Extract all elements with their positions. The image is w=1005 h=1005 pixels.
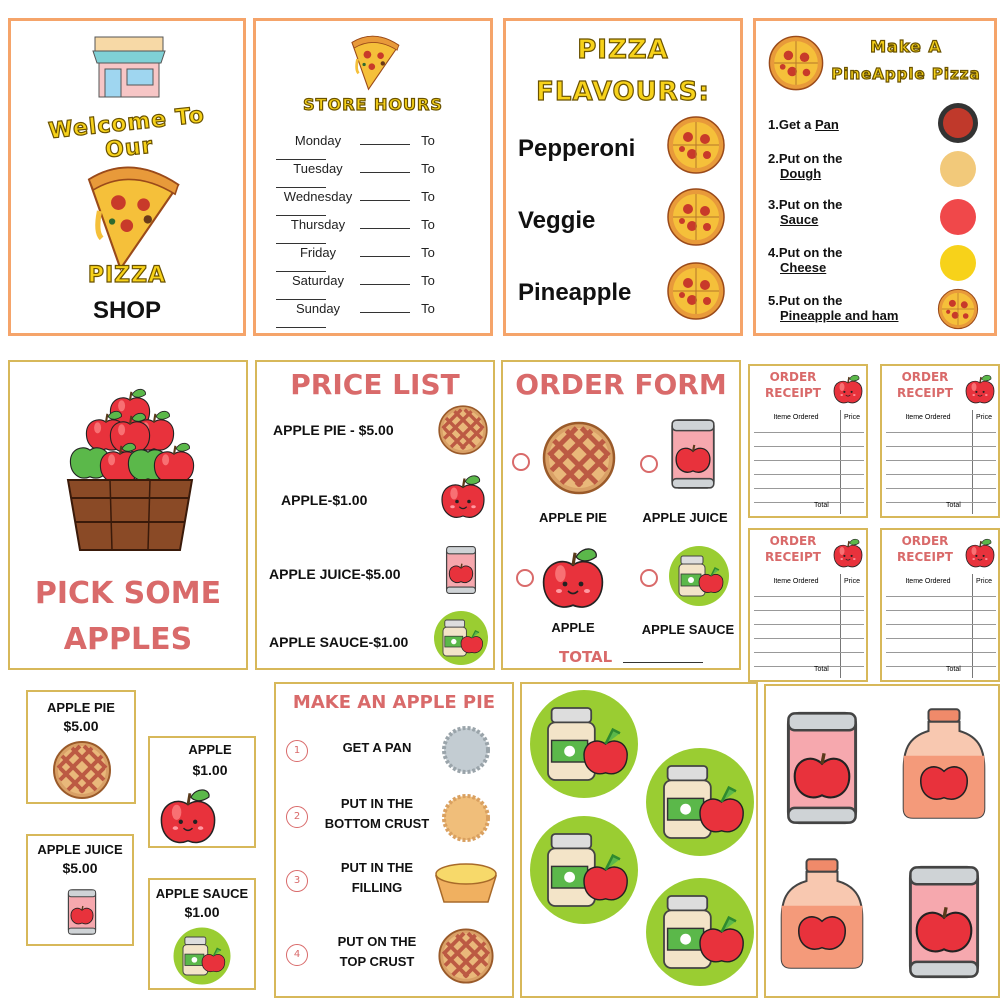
apple-juice-cards [764,684,1000,998]
receipt-title-1: ORDER [769,534,817,548]
step-line-1: PUT IN THE [340,796,414,811]
flavour-pizza-images [662,113,732,333]
receipt-line[interactable] [886,502,996,503]
step-item: Cheese [780,260,827,275]
receipt-line[interactable] [886,666,996,667]
open-time-line[interactable] [360,312,410,313]
hours-row [276,301,486,331]
welcome-poster [8,18,246,336]
order-form-poster [501,360,741,670]
store-icon [89,31,169,101]
day-label: Saturday [291,273,345,288]
pie-step-images [432,724,502,994]
order-total-label: TOTAL [559,648,613,666]
tag-apple-pie-name: APPLE PIE [47,700,115,715]
order-receipt [748,364,868,518]
welcome-line1: Welcome To Our [47,102,206,164]
tag-apple-price: $1.00 [192,762,228,778]
step-number: 1 [286,740,308,762]
receipt-title-1: ORDER [901,534,949,548]
apple-icon [830,532,866,568]
to-label: To [421,245,435,260]
open-time-line[interactable] [360,228,410,229]
open-time-line[interactable] [360,200,410,201]
receipt-divider [840,574,841,678]
store-hours-poster [253,18,493,336]
step-line-2: FILLING [351,880,403,895]
day-label: Tuesday [293,161,343,176]
radio-apple[interactable] [517,570,533,586]
hours-row [276,161,486,191]
receipt-line[interactable] [886,638,996,639]
order-apple-label: APPLE [551,620,595,635]
to-label: To [421,301,435,316]
pick-line2: APPLES [63,622,193,657]
pizza-slice-icon [344,25,404,95]
receipt-line[interactable] [754,610,864,611]
tag-apple-juice-name: APPLE JUICE [37,842,123,857]
receipt-col-items: Iteme Ordered [905,414,951,421]
flavour-veggie: Veggie [518,207,596,234]
receipt-line[interactable] [754,502,864,503]
open-time-line[interactable] [360,144,410,145]
pizza-step [768,197,842,227]
day-label: Sunday [295,301,341,316]
make-apple-pie-poster [274,682,514,998]
to-label: To [421,217,435,232]
price-apple-sauce: APPLE SAUCE-$1.00 [269,634,409,650]
tag-apple-sauce-price: $1.00 [184,904,220,920]
receipt-col-price: Price [844,578,860,585]
tag-apple-sauce [148,878,256,990]
step-line-1: PUT IN THE [340,860,414,875]
pick-line1: PICK SOME [34,576,222,611]
receipt-line[interactable] [754,652,864,653]
receipt-line[interactable] [886,488,996,489]
tag-apple-juice [26,834,134,946]
step-number: 3 [286,870,308,892]
pizza-step [768,151,842,181]
apple-juice-images [766,686,1000,998]
receipt-title-2: RECEIPT [897,386,953,400]
price-apple-pie: APPLE PIE - $5.00 [273,422,394,438]
price-list-title: PRICE LIST [290,368,460,401]
receipt-title-2: RECEIPT [765,386,821,400]
apple-sauce-cards [520,682,758,998]
step-number: 4 [286,944,308,966]
step-text: 2.Put on the [768,151,843,166]
receipt-line[interactable] [886,446,996,447]
close-time-line[interactable] [276,187,326,188]
price-list-poster [255,360,495,670]
tag-apple-pie-price: $5.00 [63,718,99,734]
apple-icon [830,368,866,404]
order-receipt [748,528,868,682]
receipt-divider [972,574,973,678]
tag-apple-name: APPLE [188,742,232,757]
make-pizza-title-1: Make A [870,37,942,56]
price-apple-juice: APPLE JUICE-$5.00 [269,566,401,582]
receipt-col-items: Iteme Ordered [905,578,951,585]
pizza-step [768,245,842,275]
receipt-line[interactable] [754,474,864,475]
receipt-line[interactable] [886,460,996,461]
flavours-poster [503,18,743,336]
step-line-2: BOTTOM CRUST [324,816,430,831]
pizza-step-images [932,103,992,335]
receipt-title-1: ORDER [901,370,949,384]
receipt-line[interactable] [886,432,996,433]
tag-apple-pie [26,690,136,804]
receipt-line[interactable] [754,488,864,489]
radio-apple-juice[interactable] [641,456,657,472]
step-line-1: GET A PAN [342,740,412,755]
receipt-total: Total [814,502,829,509]
hours-row [276,245,486,275]
close-time-line[interactable] [276,271,326,272]
receipt-line[interactable] [754,460,864,461]
receipt-total: Total [946,666,961,673]
receipt-col-items: Iteme Ordered [773,578,819,585]
receipt-divider [972,410,973,514]
close-time-line[interactable] [276,215,326,216]
receipt-col-items: Iteme Ordered [773,414,819,421]
open-time-line[interactable] [360,172,410,173]
day-label: Wednesday [283,189,353,204]
order-receipt [880,364,1000,518]
to-label: To [421,189,435,204]
receipt-line[interactable] [886,474,996,475]
receipt-title-1: ORDER [769,370,817,384]
receipt-line[interactable] [754,624,864,625]
apple-icon [962,368,998,404]
receipt-col-price: Price [976,414,992,421]
hours-row [276,133,486,163]
pizza-slice-image [71,151,191,271]
receipt-col-price: Price [976,578,992,585]
flavour-pineapple: Pineapple [518,279,632,306]
receipt-line[interactable] [886,596,996,597]
receipt-title-2: RECEIPT [765,550,821,564]
receipt-line[interactable] [886,610,996,611]
open-time-line[interactable] [360,284,410,285]
tag-apple-image [154,780,224,848]
make-pizza-title-2: PineApple Pizza [831,65,981,83]
receipt-line[interactable] [754,596,864,597]
shop-word: SHOP [92,297,161,324]
step-line-2: TOP CRUST [339,954,415,969]
flavours-title-2: FLAVOURS: [536,77,710,107]
flavours-title-1: PIZZA [577,35,669,65]
hours-row [276,217,486,247]
receipt-line[interactable] [754,446,864,447]
receipt-total: Total [814,666,829,673]
close-time-line[interactable] [276,299,326,300]
apple-basket-image [50,372,210,562]
tag-apple [148,736,256,848]
to-label: To [421,161,435,176]
step-line-1: PUT ON THE [337,934,417,949]
receipt-line[interactable] [754,638,864,639]
radio-apple-sauce[interactable] [641,570,657,586]
make-pie-title: MAKE AN APPLE PIE [292,692,496,713]
receipt-line[interactable] [754,432,864,433]
order-form-title: ORDER FORM [515,368,727,401]
step-text: 3.Put on the [768,197,843,212]
to-label: To [421,133,435,148]
hours-row [276,189,486,219]
day-label: Thursday [290,217,346,232]
tag-apple-juice-image [58,880,108,940]
close-time-line[interactable] [276,159,326,160]
step-number: 2 [286,806,308,828]
apple-icon [962,532,998,568]
tag-apple-pie-image [52,740,112,800]
tag-apple-juice-price: $5.00 [62,860,98,876]
close-time-line[interactable] [276,243,326,244]
to-label: To [421,273,435,288]
receipt-total: Total [946,502,961,509]
price-apple: APPLE-$1.00 [281,492,368,508]
order-apple-sauce-label: APPLE SAUCE [641,622,735,637]
make-pizza-poster [753,18,997,336]
store-hours-title: STORE HOURS [303,95,443,114]
flavour-pepperoni: Pepperoni [518,135,636,162]
price-images [433,402,493,670]
hours-row [276,273,486,303]
pizza-step [768,117,839,132]
receipt-line[interactable] [754,666,864,667]
pizza-word: PIZZA [87,263,167,288]
step-item: Sauce [780,212,819,227]
order-apple-pie-label: APPLE PIE [539,510,607,525]
close-time-line[interactable] [276,327,326,328]
receipt-line[interactable] [886,652,996,653]
tag-apple-sauce-image [172,924,236,988]
apple-sauce-images [522,684,758,998]
step-item: Pan [814,117,839,132]
step-item: Dough [780,166,822,181]
order-apple-juice-label: APPLE JUICE [642,510,728,525]
pizza-step [768,293,898,323]
open-time-line[interactable] [360,256,410,257]
receipt-col-price: Price [844,414,860,421]
receipt-line[interactable] [886,624,996,625]
day-label: Monday [294,133,342,148]
step-text: 5.Put on the [768,293,843,308]
tag-apple-sauce-name: APPLE SAUCE [155,886,249,901]
day-label: Friday [299,245,337,260]
step-text: 4.Put on the [768,245,843,260]
order-receipt [880,528,1000,682]
receipt-title-2: RECEIPT [897,550,953,564]
step-item: Pineapple and ham [780,308,899,323]
order-total-line[interactable] [623,662,703,663]
radio-apple-pie[interactable] [513,454,529,470]
step-text: 1.Get a [768,117,815,132]
receipt-divider [840,410,841,514]
pick-apples-poster [8,360,248,670]
